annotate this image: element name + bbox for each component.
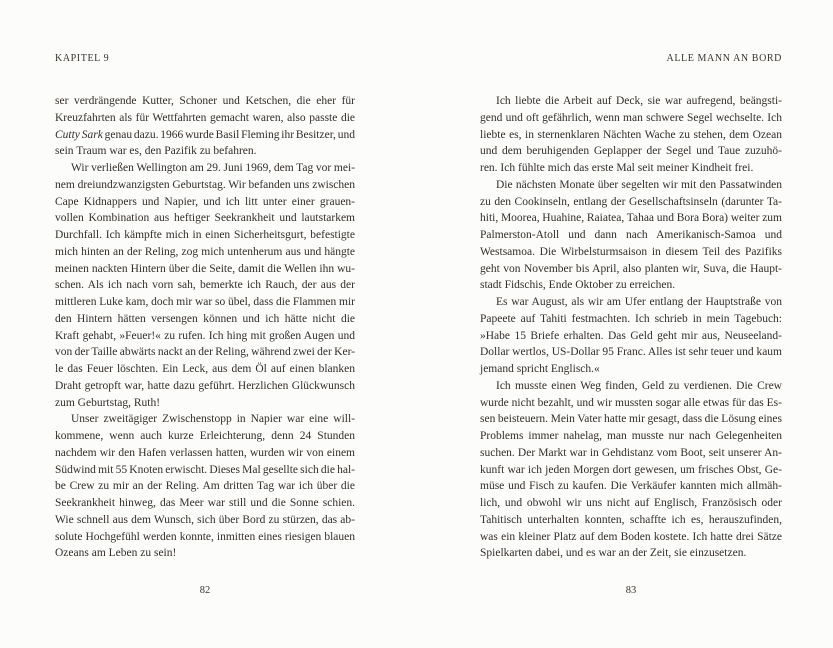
text-line: nem dreiundzwanzigsten Geburtstag. Wir befanden uns zwischen — [55, 178, 355, 191]
text-line: jemand spricht Englisch.« — [480, 363, 600, 375]
page-number-left: 82 — [199, 585, 211, 596]
text-line: Es war August, als wir am Ufer entlang der Hauptstraße von — [496, 296, 782, 308]
text-line: Die nächsten Monate über segelten wir mit den Passatwinden — [496, 178, 782, 191]
text-line: lich, und obwohl wir uns nicht auf Englisch, Französisch oder — [480, 497, 782, 509]
text-line: Ich liebte die Arbeit auf Deck, sie war aufregend, beängsti- — [496, 95, 782, 107]
text-line: Wir verließen Wellington am 29. Juni 1969, dem Tag vor mei- — [71, 162, 355, 174]
text-line: Durchfall. Ich kämpfte mich in einen Sicherheitsgurt, befestigte — [55, 229, 355, 241]
page-left — [55, 0, 355, 648]
text-line: Unser zweitägiger Zwischenstopp in Napier war eine will- — [71, 413, 355, 426]
text-line: mich hinten an der Reling, zog mich untenherum aus und hängte — [55, 245, 355, 258]
text-line: geht von November bis April, also planten wir, Suva, die Haupt- — [480, 262, 782, 275]
text-line: liebte es, in sternenklaren Nächten Wache zu stehen, dem Ozean — [480, 128, 782, 141]
text-line: müse und Fisch zu kaufen. Die Verkäufer kannten mich allmäh- — [480, 480, 782, 493]
text-line: von der Taille abwärts nackt an der Reling, während zwei der Ker- — [55, 346, 355, 359]
body-text-left — [55, 93, 355, 562]
text-line: und dem beruhigenden Geplapper der Segel und Taue zuzuhö- — [480, 145, 782, 158]
text-line: solute Hochgefühl werden konnte, inmitten eines riesigen blauen — [55, 530, 355, 543]
text-line: hiti, Moorea, Huahine, Raiatea, Tahaa und Bora Bora) weiter zum — [480, 212, 782, 225]
page-right — [480, 0, 782, 648]
page-number-right: 83 — [625, 585, 637, 596]
text-line: was ein kleiner Platz auf dem Boden kostete. Ich hatte drei Sätze — [480, 530, 782, 543]
text-line: »Habe 15 Briefe erhalten. Das Geld geht mir aus, Neuseeland- — [480, 329, 782, 342]
text-line: sein Traum war es, den Pazifik zu befahren. — [55, 145, 257, 158]
text-line: Problems immer nahelag, man musste nur nach Gelegenheiten — [480, 430, 782, 442]
text-line: be Crew zu mir an der Reling. Am dritten Tag war ich über die — [55, 480, 355, 493]
text-line: mittleren Luke kam, doch mir war so übel, dass die Flammen mir — [55, 296, 355, 308]
text-line: stadt Fidschis, Ende Oktober zu erreichen. — [480, 279, 676, 292]
body-text-right — [480, 93, 782, 562]
text-line: le das Feuer löschten. Ein Leck, aus dem Öl auf einen blanken — [55, 363, 355, 375]
text-line: zum Geburtstag, Ruth! — [55, 396, 161, 409]
text-line: nachdem wir den Hafen verlassen hatten, wurden wir von einem — [55, 446, 355, 459]
text-line: Kreuzfahrten als für Wettfahrten gemacht waren, also passte die — [55, 111, 355, 124]
running-head-book-title: ALLE MANN AN BORD — [666, 53, 782, 64]
text-line: Kraft gehabt, »Feuer!« zu rufen. Ich hing mit großen Augen und — [55, 329, 355, 342]
text-line: meinen nackten Hintern über die Seite, damit die Wellen ihn wu- — [55, 262, 355, 275]
text-line: schen. Als ich nach vorn sah, bemerkte ich Rauch, der aus der — [55, 279, 355, 292]
running-head-chapter: KAPITEL 9 — [55, 53, 110, 64]
text-line: Draht getropft war, hatte dazu geführt. Herzlichen Glückwunsch — [55, 379, 355, 392]
text-line: Cape Kidnappers und Napier, und ich litt unter einer grauen- — [55, 195, 355, 208]
text-line: Cutty Sark genau dazu. 1966 wurde Basil Fleming ihr Besitzer, und — [55, 128, 355, 141]
text-line: Palmerston-Atoll und dann nach Amerikanisch-Samoa und — [480, 229, 782, 241]
text-line: ser verdrängende Kutter, Schoner und Ketschen, die eher für — [55, 95, 355, 107]
text-line: den Hintern hätten versengen können und ich hätte nicht die — [55, 312, 355, 325]
text-line: Papeete auf Tahiti festmachten. Ich schrieb in mein Tagebuch: — [480, 312, 782, 325]
text-line: Ozeans am Leben zu sein! — [55, 547, 177, 560]
text-line: suchen. Der Markt war in Gehdistanz vom Boot, seit unserer An- — [480, 446, 782, 459]
text-line: Wie schnell aus dem Wunsch, sich über Bord zu stürzen, das ab- — [55, 513, 355, 526]
text-line: sen beisteuern. Mein Vater hatte mir gesagt, dass die Lösung eines — [480, 413, 782, 426]
text-line: kunft war ich jeden Morgen dort gewesen, um frisches Obst, Ge- — [480, 463, 782, 476]
text-line: zu den Cookinseln, entlang der Gesellschaftsinseln (darunter Ta- — [480, 195, 782, 208]
text-line: Westsamoa. Die Wirbelsturmsaison in diesem Teil des Pazifiks — [480, 245, 782, 258]
text-line: Ich musste einen Weg finden, Geld zu verdienen. Die Crew — [496, 379, 782, 392]
text-line: gend und oft gefährlich, wenn man schwere Segel wechselte. Ich — [480, 111, 782, 124]
text-line: Spielkarten dabei, und es war an der Zeit, sie einzusetzen. — [480, 547, 747, 560]
text-line: Südwind mit 55 Knoten erwischt. Dieses Mal gesellte sich die hal- — [55, 463, 355, 476]
text-line: Tahitisch unterhalten konnten, schaffte ich es, herauszufinden, — [480, 513, 782, 526]
text-line: Dollar wertlos, US-Dollar 95 Franc. Alles ist sehr teuer und kaum — [480, 346, 782, 359]
text-line: wurde nicht bezahlt, und wir mussten sogar alle etwas für das Es- — [480, 396, 782, 409]
text-line: vollen Kombination aus heftiger Seekrankheit und lautstarkem — [55, 212, 355, 225]
text-line: Seekrankheit hinweg, das Meer war still und die Sonne schien. — [55, 497, 355, 509]
text-line: kommene, wenn auch kurze Erleichterung, denn 24 Stunden — [55, 430, 355, 442]
text-line: ren. Ich fühlte mich das erste Mal seit meiner Kindheit frei. — [480, 162, 754, 174]
